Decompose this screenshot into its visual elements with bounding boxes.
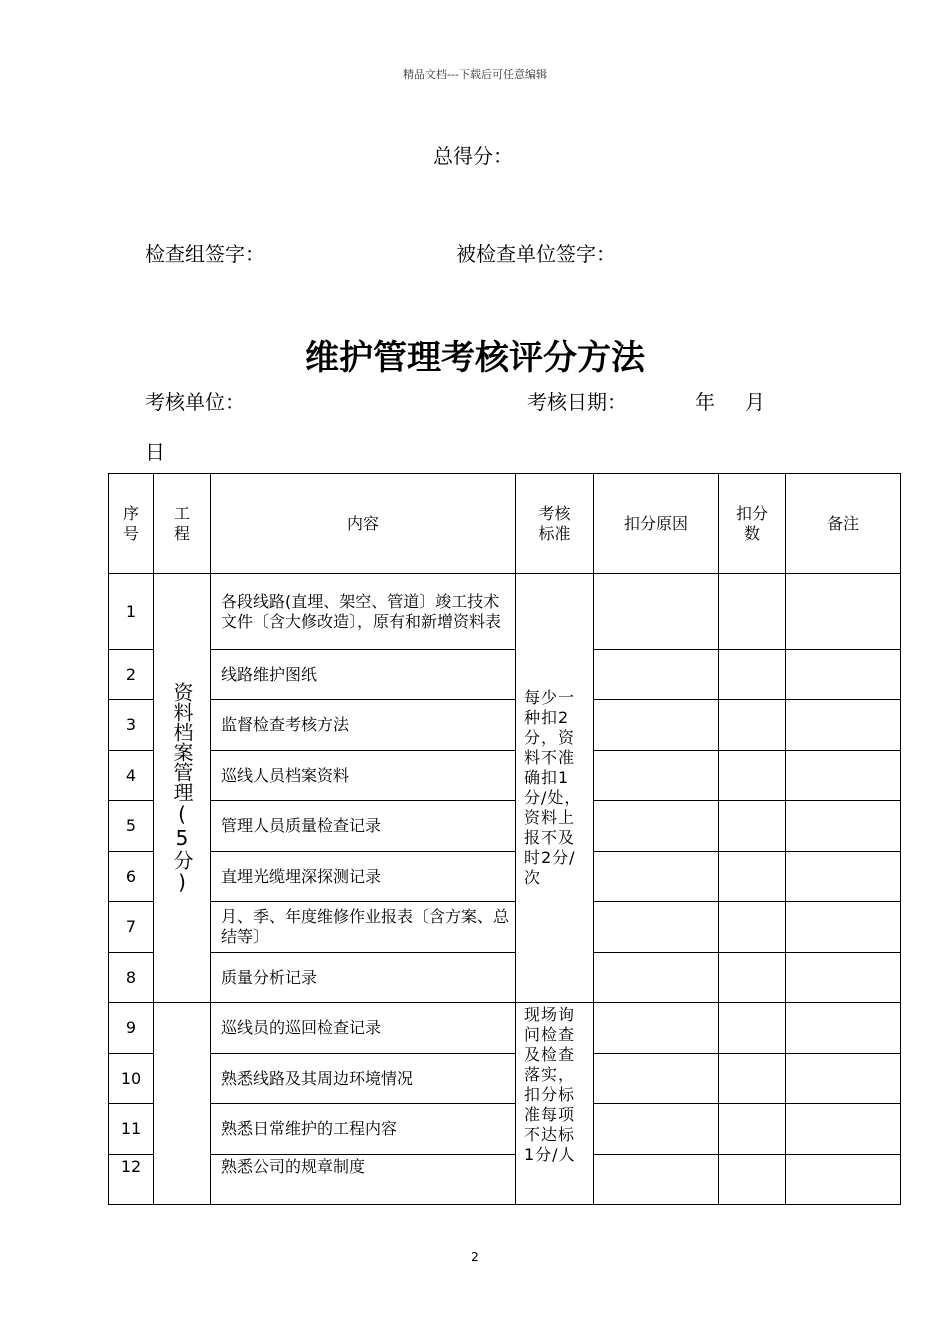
table-row <box>109 953 901 1003</box>
header-item-bottom: 程 <box>173 523 190 543</box>
row-content: 管理人员质量检查记录 <box>211 801 516 852</box>
header-deduct-bottom: 数 <box>743 523 760 543</box>
group-name: 资料档案管理(5分) <box>170 682 194 894</box>
row-content: 直埋光缆埋深探测记录 <box>211 852 516 902</box>
remark-cell[interactable] <box>786 953 901 1003</box>
remark-cell[interactable] <box>786 700 901 751</box>
assessment-date-label: 考核日期： <box>527 390 627 414</box>
inspected-unit-signature-label: 被检查单位签字： <box>456 242 616 266</box>
row-seq: 6 <box>109 852 154 902</box>
reason-cell[interactable] <box>594 700 719 751</box>
deduct-cell[interactable] <box>719 1054 786 1104</box>
reason-cell[interactable] <box>594 574 719 650</box>
header-seq <box>109 474 154 574</box>
remark-cell[interactable] <box>786 902 901 953</box>
table-header-row <box>109 474 901 574</box>
reason-cell[interactable] <box>594 1104 719 1155</box>
deduct-cell[interactable] <box>719 700 786 751</box>
table-row <box>109 852 901 902</box>
header-deduct <box>719 474 786 574</box>
table-row <box>109 1155 901 1205</box>
deduct-cell[interactable] <box>719 1003 786 1054</box>
header-item <box>154 474 211 574</box>
row-seq: 3 <box>109 700 154 751</box>
remark-cell[interactable] <box>786 801 901 852</box>
remark-cell[interactable] <box>786 1003 901 1054</box>
table-row <box>109 751 901 801</box>
day-label: 日 <box>145 440 165 464</box>
reason-cell[interactable] <box>594 902 719 953</box>
group-standard: 每少一种扣2分，资料不准确扣1分/处，资料上报不及时2分/次 <box>516 574 594 1003</box>
table-row <box>109 902 901 953</box>
reason-cell[interactable] <box>594 650 719 700</box>
row-seq: 4 <box>109 751 154 801</box>
row-seq: 1 <box>109 574 154 650</box>
header-seq-top: 序 <box>122 503 139 523</box>
reason-cell[interactable] <box>594 1003 719 1054</box>
row-content: 巡线人员档案资料 <box>211 751 516 801</box>
inspection-group-signature-label: 检查组签字： <box>145 242 265 266</box>
remark-cell[interactable] <box>786 650 901 700</box>
deduct-cell[interactable] <box>719 801 786 852</box>
row-content: 月、季、年度维修作业报表〔含方案、总结等〕 <box>211 902 516 953</box>
row-seq: 10 <box>109 1054 154 1104</box>
scoring-table <box>108 473 901 1205</box>
reason-cell[interactable] <box>594 1155 719 1205</box>
month-label: 月 <box>745 390 765 414</box>
reason-cell[interactable] <box>594 1054 719 1104</box>
table-row <box>109 801 901 852</box>
row-seq: 12 <box>109 1155 154 1205</box>
row-content: 监督检查考核方法 <box>211 700 516 751</box>
row-seq: 11 <box>109 1104 154 1155</box>
header-remark: 备注 <box>786 474 901 574</box>
row-content: 巡线员的巡回检查记录 <box>211 1003 516 1054</box>
assessment-unit-label: 考核单位： <box>145 390 245 414</box>
header-seq-bottom: 号 <box>122 523 139 543</box>
group2-standard: 现场询问检查及检查落实，扣分标准每项不达标1分/人 <box>516 1003 594 1205</box>
page-number: 2 <box>471 1250 479 1264</box>
table-row <box>109 1003 901 1054</box>
row-content: 熟悉公司的规章制度 <box>211 1155 516 1205</box>
row-content: 熟悉日常维护的工程内容 <box>211 1104 516 1155</box>
header-reason: 扣分原因 <box>594 474 719 574</box>
reason-cell[interactable] <box>594 852 719 902</box>
remark-cell[interactable] <box>786 1054 901 1104</box>
header-content: 内容 <box>211 474 516 574</box>
table-row <box>109 650 901 700</box>
row-seq: 9 <box>109 1003 154 1054</box>
deduct-cell[interactable] <box>719 902 786 953</box>
header-standard <box>516 474 594 574</box>
remark-cell[interactable] <box>786 852 901 902</box>
table-row <box>109 1104 901 1155</box>
remark-cell[interactable] <box>786 1104 901 1155</box>
deduct-cell[interactable] <box>719 852 786 902</box>
table-row <box>109 700 901 751</box>
deduct-cell[interactable] <box>719 1155 786 1205</box>
row-seq: 8 <box>109 953 154 1003</box>
total-score-label: 总得分： <box>433 144 513 168</box>
row-content: 线路维护图纸 <box>211 650 516 700</box>
header-deduct-top: 扣分 <box>735 503 768 523</box>
header-item-top: 工 <box>173 503 190 523</box>
row-seq: 5 <box>109 801 154 852</box>
remark-cell[interactable] <box>786 1155 901 1205</box>
page-header: 精品文档---下载后可任意编辑 <box>403 68 547 81</box>
deduct-cell[interactable] <box>719 953 786 1003</box>
group2-name-cell <box>154 1003 211 1205</box>
row-content: 各段线路(直埋、架空、管道〕竣工技术文件〔含大修改造〕，原有和新增资料表 <box>211 574 516 650</box>
reason-cell[interactable] <box>594 801 719 852</box>
document-title: 维护管理考核评分方法 <box>305 338 645 378</box>
table-row <box>109 1054 901 1104</box>
row-content: 熟悉线路及其周边环境情况 <box>211 1054 516 1104</box>
row-seq: 7 <box>109 902 154 953</box>
header-standard-top: 考核 <box>538 503 571 523</box>
year-label: 年 <box>695 390 715 414</box>
remark-cell[interactable] <box>786 751 901 801</box>
reason-cell[interactable] <box>594 751 719 801</box>
deduct-cell[interactable] <box>719 751 786 801</box>
deduct-cell[interactable] <box>719 650 786 700</box>
deduct-cell[interactable] <box>719 574 786 650</box>
row-seq: 2 <box>109 650 154 700</box>
header-standard-bottom: 标准 <box>538 523 571 543</box>
remark-cell[interactable] <box>786 574 901 650</box>
table-row <box>109 574 901 650</box>
deduct-cell[interactable] <box>719 1104 786 1155</box>
row-content: 质量分析记录 <box>211 953 516 1003</box>
reason-cell[interactable] <box>594 953 719 1003</box>
group-name-cell <box>154 574 211 1003</box>
